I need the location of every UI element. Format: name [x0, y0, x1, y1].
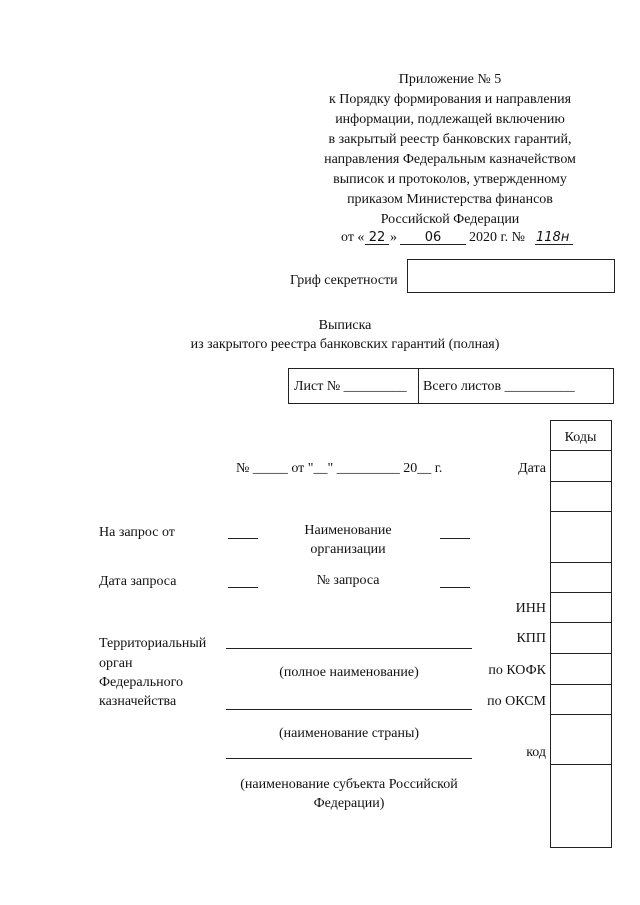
appendix-line: выписок и протоколов, утвержденному: [333, 172, 567, 187]
secrecy-label: Гриф секретности: [290, 273, 398, 288]
document-number-line: № _____ от "__" _________ 20__ г.: [236, 461, 443, 476]
territorial-body-label: Федерального: [99, 675, 184, 690]
appendix-line: к Порядку формирования и направления: [328, 92, 572, 107]
code-label: код: [526, 745, 546, 760]
appendix-line: информации, подлежащей включению: [335, 112, 565, 127]
subject-caption: (наименование субъекта Российской: [240, 777, 458, 792]
appendix-line: приказом Министерства финансов: [347, 192, 553, 207]
full-name-caption: (полное наименование): [279, 665, 419, 680]
order-date-day: 22: [368, 230, 386, 245]
secrecy-field[interactable]: [407, 259, 615, 293]
order-date-quote: »: [390, 230, 397, 245]
request-date-label: Дата запроса: [99, 574, 177, 589]
territorial-body-label: Территориальный: [99, 636, 207, 651]
kpp-label: КПП: [516, 631, 546, 646]
organization-name-label: Наименование: [304, 523, 392, 538]
doc-title: Выписка: [318, 318, 372, 333]
codes-column: [550, 420, 612, 848]
doc-subtitle: из закрытого реестра банковских гарантий (полная): [190, 337, 500, 352]
appendix-line: в закрытый реестр банковских гарантий,: [328, 132, 572, 147]
order-date-prefix: от «: [341, 230, 365, 245]
request-number-label: № запроса: [316, 573, 380, 588]
appendix-title: Приложение № 5: [398, 72, 502, 87]
appendix-line: Российской Федерации: [380, 212, 520, 227]
order-date-year: 2020 г. №: [469, 230, 526, 245]
inn-label: ИНН: [515, 601, 546, 616]
appendix-line: направления Федеральным казначейством: [324, 152, 576, 167]
territorial-body-label: орган: [99, 656, 133, 671]
codes-header: Коды: [564, 430, 597, 445]
kofk-label: по КОФК: [488, 663, 546, 678]
subject-caption: Федерации): [313, 796, 385, 811]
order-number: 118н: [536, 230, 570, 245]
territorial-body-label: казначейства: [99, 694, 177, 709]
request-from-label: На запрос от: [99, 525, 175, 540]
oksm-label: по ОКСМ: [487, 694, 546, 709]
sheet-number-label: Лист № _________: [294, 379, 407, 394]
country-caption: (наименование страны): [278, 726, 420, 741]
order-date-month: 06: [424, 230, 442, 245]
date-label: Дата: [518, 461, 546, 476]
sheet-total-label: Всего листов __________: [423, 379, 575, 394]
organization-name-label: организации: [310, 542, 386, 557]
